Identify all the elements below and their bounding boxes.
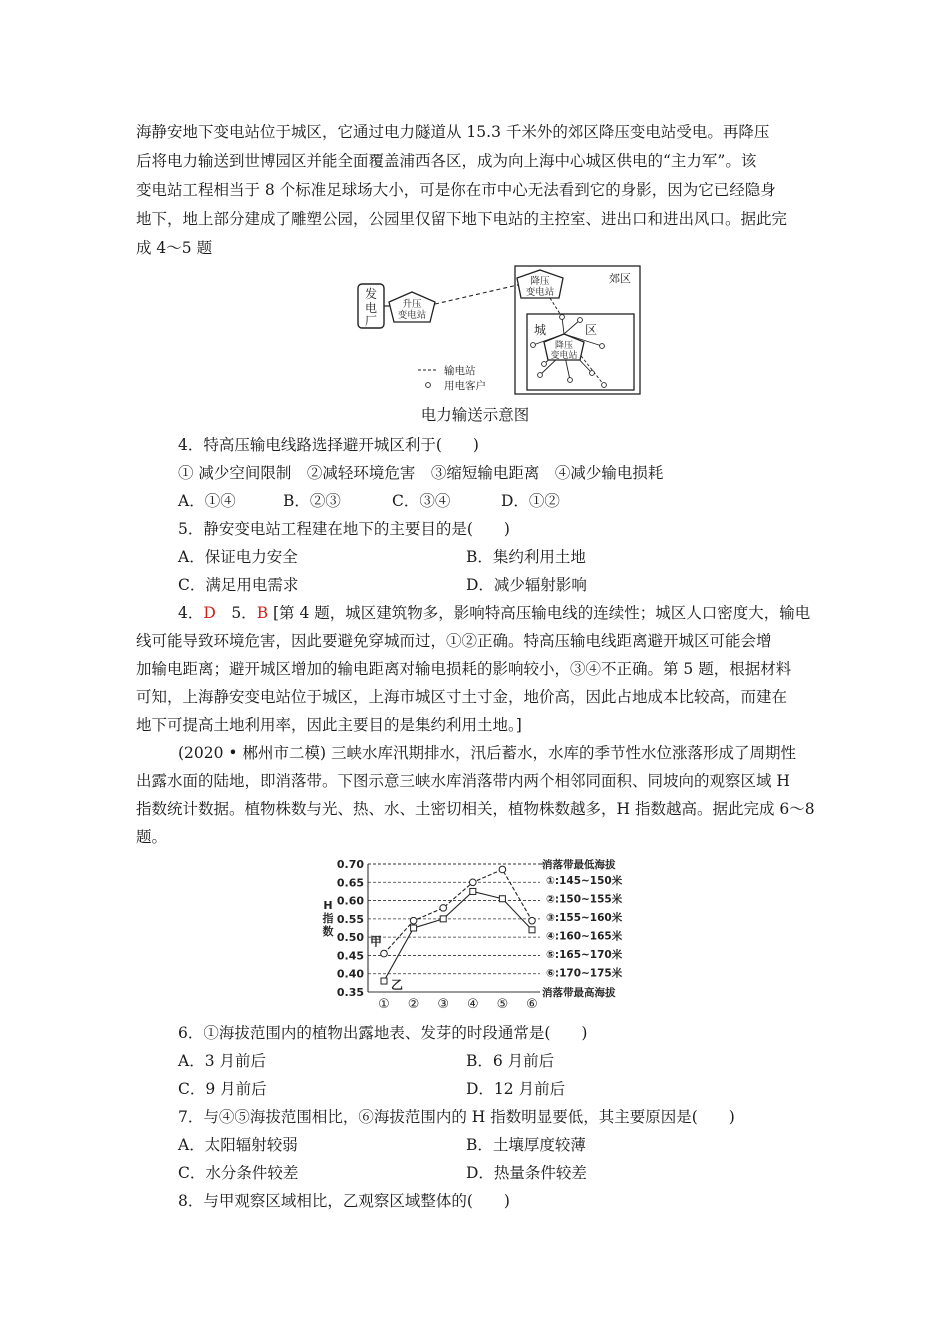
q6-choice-d[interactable]: D．12 月前后 [466, 1080, 566, 1098]
q8-stem: 8．与甲观察区域相比，乙观察区域整体的( ) [178, 1192, 510, 1210]
legend-entry: ⑥:170~175米 [546, 967, 623, 980]
q7-choice-d[interactable]: D．热量条件较差 [466, 1164, 587, 1182]
q7-choice-b[interactable]: B．土壤厚度较薄 [466, 1136, 586, 1154]
legend-entry: ③:155~160米 [546, 912, 623, 924]
y-tick-label: 0.60 [336, 894, 364, 908]
q5-choice-b[interactable]: B．集约利用土地 [466, 548, 586, 566]
answer5-prefix: 5． [215, 604, 257, 622]
intro-line-5: 成 4～5 题 [136, 239, 213, 257]
chart-top-label: 消落带最低海拔 [542, 859, 616, 871]
diagram1-caption: 电力输送示意图 [420, 406, 530, 424]
q4-choice-d[interactable]: D．①② [501, 492, 560, 510]
q6-choice-c[interactable]: C．9 月前后 [178, 1080, 267, 1098]
series-label-jia: 甲 [370, 934, 383, 949]
chart-ylabel-char-1: H [323, 899, 333, 912]
intro-line-3: 变电站工程相当于 8 个标准足球场大小，可是你在市中心无法看到它的身影，因为它已经隐身 [136, 181, 776, 199]
data-point-jia [440, 905, 447, 912]
chart-bottom-label: 消落带最高海拔 [542, 987, 616, 999]
x-tick-label: ⑥ [526, 997, 538, 1012]
data-point-jia [381, 950, 388, 957]
q4-choice-c[interactable]: C．③④ [392, 492, 451, 510]
answer45-line-1 [178, 602, 810, 624]
power-transmission-diagram [350, 262, 645, 397]
q5-choice-a[interactable]: A．保证电力安全 [178, 548, 298, 566]
q5-stem: 5．静安变电站工程建在地下的主要目的是( ) [178, 520, 510, 538]
suburb-step-down-label-1: 降压 [530, 276, 550, 287]
data-point-yi [440, 916, 446, 922]
legend-dot-label: 用电客户 [444, 380, 486, 392]
passage2-line-4: 题。 [136, 828, 168, 846]
y-tick-label: 0.65 [336, 876, 364, 890]
transmission-line [435, 284, 522, 304]
q7-choice-c[interactable]: C．水分条件较差 [178, 1164, 299, 1182]
answer4-prefix: 4． [178, 604, 204, 622]
q5-choice-c[interactable]: C．满足用电需求 [178, 576, 299, 594]
answer45-line-3: 加输电距离；避开城区增加的输电距离对输电损耗的影响较小，③④不正确。第 5 题，根据材料 [136, 660, 792, 678]
suburb-step-down-label-2: 变电站 [525, 287, 555, 298]
power-plant-char-1: 发 [364, 287, 378, 301]
q4-options: ① 减少空间限制 ②减轻环境危害 ③缩短输电距离 ④减少输电损耗 [178, 464, 664, 482]
q5-choice-d[interactable]: D．减少辐射影响 [466, 576, 587, 594]
answer45-line-4: 可知，上海静安变电站位于城区，上海市城区寸土寸金，地价高，因此占地成本比较高，而建在 [136, 688, 788, 706]
passage2-line-3: 指数统计数据。植物株数与光、热、水、土密切相关，植物株数越多，H 指数越高。据此完成 6～8 [136, 800, 815, 818]
data-point-jia [410, 917, 417, 924]
x-tick-label: ① [378, 997, 390, 1012]
city-step-down-label-2: 变电站 [550, 351, 578, 361]
passage2-line-1: (2020 • 郴州市二模) 三峡水库汛期排水，汛后蓄水，水库的季节性水位涨落形成了周期性 [178, 744, 796, 762]
suburb-label: 郊区 [609, 272, 631, 285]
intro-line-1: 海静安地下变电站位于城区，它通过电力隧道从 15.3 千米外的郊区降压变电站受电。再降压 [136, 123, 770, 141]
data-point-yi [411, 925, 417, 931]
y-tick-label: 0.35 [336, 986, 364, 999]
legend-dot-sample [426, 383, 431, 388]
h-index-chart [318, 852, 668, 1014]
city-label-right: 区 [584, 323, 598, 337]
answer45-explanation-start: [第 4 题，城区建筑物多，影响特高压输电线的连续性；城区人口密度大，输电 [268, 604, 811, 622]
series-line-yi [384, 891, 532, 981]
data-point-yi [499, 896, 505, 902]
legend-line-label: 输电站 [444, 365, 476, 377]
x-tick-label: ② [407, 997, 420, 1012]
answer4-letter: D [203, 604, 216, 622]
y-tick-label: 0.55 [336, 912, 364, 926]
series-label-yi: 乙 [391, 978, 404, 993]
intro-line-2: 后将电力输送到世博园区并能全面覆盖浦西各区，成为向上海中心城区供电的“主力军”。该 [136, 152, 757, 170]
y-tick-label: 0.50 [336, 931, 364, 945]
q6-choice-a[interactable]: A．3 月前后 [178, 1052, 266, 1070]
data-point-jia [470, 879, 477, 886]
data-point-yi [470, 888, 476, 894]
x-tick-label: ③ [437, 997, 450, 1012]
city-step-down-label-1: 降压 [554, 341, 574, 351]
answer45-line-2: 线可能导致环境危害，因此要避免穿城而过，①②正确。特高压输电线距离避开城区可能会增 [136, 632, 772, 650]
step-up-label-1: 升压 [402, 299, 422, 310]
step-up-label-2: 变电站 [397, 310, 427, 321]
data-point-yi [381, 978, 387, 984]
intro-line-4: 地下，地上部分建成了雕塑公园，公园里仅留下地下电站的主控室、进出口和进出风口。据此完 [136, 210, 788, 228]
q4-choice-b[interactable]: B．②③ [283, 492, 341, 510]
data-point-yi [529, 927, 535, 933]
power-plant-char-3: 厂 [364, 314, 378, 328]
x-tick-label: ⑤ [496, 997, 509, 1012]
x-tick-label: ④ [466, 997, 479, 1012]
y-tick-label: 0.70 [336, 858, 364, 871]
city-label-left: 城 [533, 323, 547, 337]
legend-entry: ⑤:165~170米 [546, 949, 623, 961]
data-point-jia [529, 917, 536, 924]
q6-stem: 6．①海拔范围内的植物出露地表、发芽的时段通常是( ) [178, 1024, 588, 1042]
chart-ylabel-char-3: 数 [322, 925, 334, 938]
q4-stem: 4．特高压输电线路选择避开城区利于( ) [178, 436, 479, 454]
y-tick-label: 0.45 [336, 949, 364, 963]
passage2-line-2: 出露水面的陆地，即消落带。下图示意三峡水库消落带内两个相邻同面积、同坡向的观察区域 H [136, 772, 790, 790]
q6-choice-b[interactable]: B．6 月前后 [466, 1052, 555, 1070]
answer5-letter: B [256, 604, 269, 622]
y-tick-label: 0.40 [336, 967, 364, 981]
data-point-jia [499, 866, 506, 873]
legend-entry: ①:145~150米 [546, 875, 623, 887]
answer45-line-5: 地下可提高土地利用率，因此主要目的是集约利用土地。] [136, 716, 522, 734]
legend-entry: ②:150~155米 [546, 893, 623, 906]
chart-ylabel-char-2: 指 [322, 912, 334, 925]
q4-choice-a[interactable]: A．①④ [178, 492, 236, 510]
q7-choice-a[interactable]: A．太阳辐射较弱 [178, 1136, 298, 1154]
legend-entry: ④:160~165米 [546, 930, 623, 943]
power-plant-char-2: 电 [364, 301, 378, 315]
q7-stem: 7．与④⑤海拔范围相比，⑥海拔范围内的 H 指数明显要低，其主要原因是( ) [178, 1108, 735, 1126]
